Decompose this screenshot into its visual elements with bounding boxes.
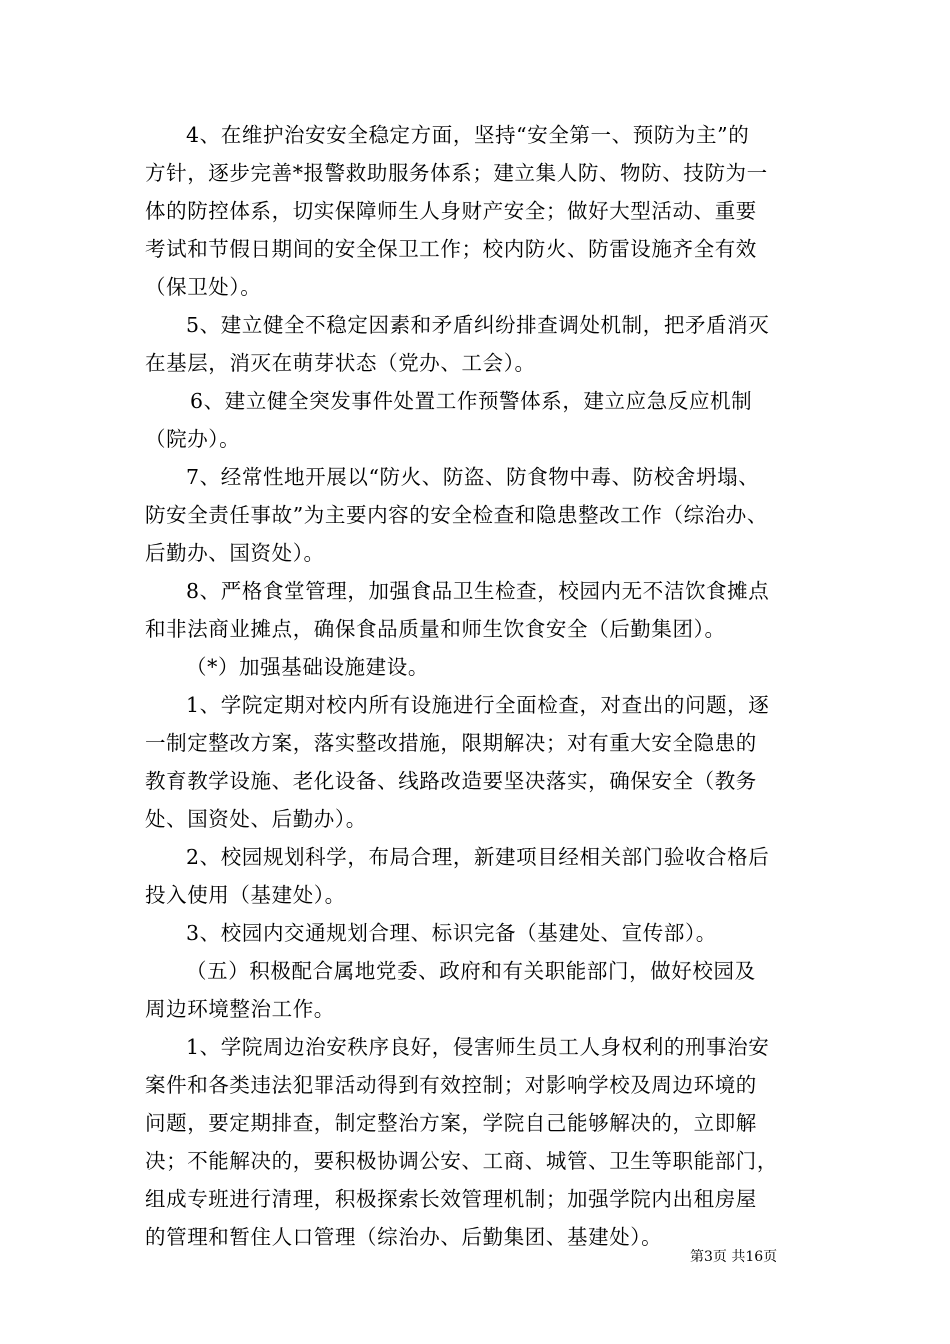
text-line: 的管理和暂住人口管理（综治办、后勤集团、基建处）。 bbox=[145, 1225, 663, 1249]
text-line: 后勤办、国资处）。 bbox=[145, 541, 325, 565]
text-line: 教育教学设施、老化设备、线路改造要坚决落实，确保安全（教务 bbox=[145, 769, 757, 793]
text-line: 8、严格食堂管理，加强食品卫生检查，校园内无不洁饮食摊点 bbox=[186, 579, 770, 603]
text-line: 决；不能解决的，要积极协调公安、工商、城管、卫生等职能部门， bbox=[145, 1149, 778, 1173]
text-line: 考试和节假日期间的安全保卫工作；校内防火、防雷设施齐全有效 bbox=[145, 237, 757, 261]
text-line: 7、经常性地开展以“防火、防盗、防食物中毒、防校舍坍塌、 bbox=[186, 465, 760, 489]
text-line: 4、在维护治安安全稳定方面，坚持“安全第一、预防为主”的 bbox=[186, 123, 750, 147]
text-line: 3、校园内交通规划合理、标识完备（基建处、宣传部）。 bbox=[186, 921, 717, 945]
text-line: 案件和各类违法犯罪活动得到有效控制；对影响学校及周边环境的 bbox=[145, 1073, 757, 1097]
text-line: 在基层，消灭在萌芽状态（党办、工会）。 bbox=[145, 351, 536, 375]
text-line: 问题，要定期排查，制定整治方案，学院自己能够解决的，立即解 bbox=[145, 1111, 757, 1135]
text-line: 方针，逐步完善*报警救助服务体系；建立集人防、物防、技防为一 bbox=[145, 161, 768, 185]
text-line: 处、国资处、后勤办）。 bbox=[145, 807, 367, 831]
text-line: （保卫处）。 bbox=[145, 275, 262, 299]
section-heading: 周边环境整治工作。 bbox=[145, 997, 335, 1021]
text-line: 1、学院周边治安秩序良好，侵害师生员工人身权利的刑事治安 bbox=[186, 1035, 770, 1059]
text-line: 体的防控体系，切实保障师生人身财产安全；做好大型活动、重要 bbox=[145, 199, 757, 223]
text-line: 防安全责任事故”为主要内容的安全检查和隐患整改工作（综治办、 bbox=[145, 503, 768, 527]
text-line: （院办）。 bbox=[145, 427, 241, 451]
section-heading: （五）积极配合属地党委、政府和有关职能部门，做好校园及 bbox=[186, 959, 756, 983]
text-line: 一制定整改方案，落实整改措施，限期解决；对有重大安全隐患的 bbox=[145, 731, 757, 755]
text-line: 5、建立健全不稳定因素和矛盾纠纷排查调处机制，把矛盾消灭 bbox=[186, 313, 770, 337]
page-number: 第3页 共16页 bbox=[690, 1249, 778, 1265]
text-line: 组成专班进行清理，积极探索长效管理机制；加强学院内出租房屋 bbox=[145, 1187, 757, 1211]
section-heading: （*）加强基础设施建设。 bbox=[186, 655, 429, 679]
text-line: 投入使用（基建处）。 bbox=[145, 883, 346, 907]
text-line: 和非法商业摊点，确保食品质量和师生饮食安全（后勤集团）。 bbox=[145, 617, 726, 641]
text-line: 2、校园规划科学，布局合理，新建项目经相关部门验收合格后 bbox=[186, 845, 770, 869]
text-line: 6、建立健全突发事件处置工作预警体系，建立应急反应机制 bbox=[190, 389, 753, 413]
text-line: 1、学院定期对校内所有设施进行全面检查，对查出的问题，逐 bbox=[186, 693, 770, 717]
